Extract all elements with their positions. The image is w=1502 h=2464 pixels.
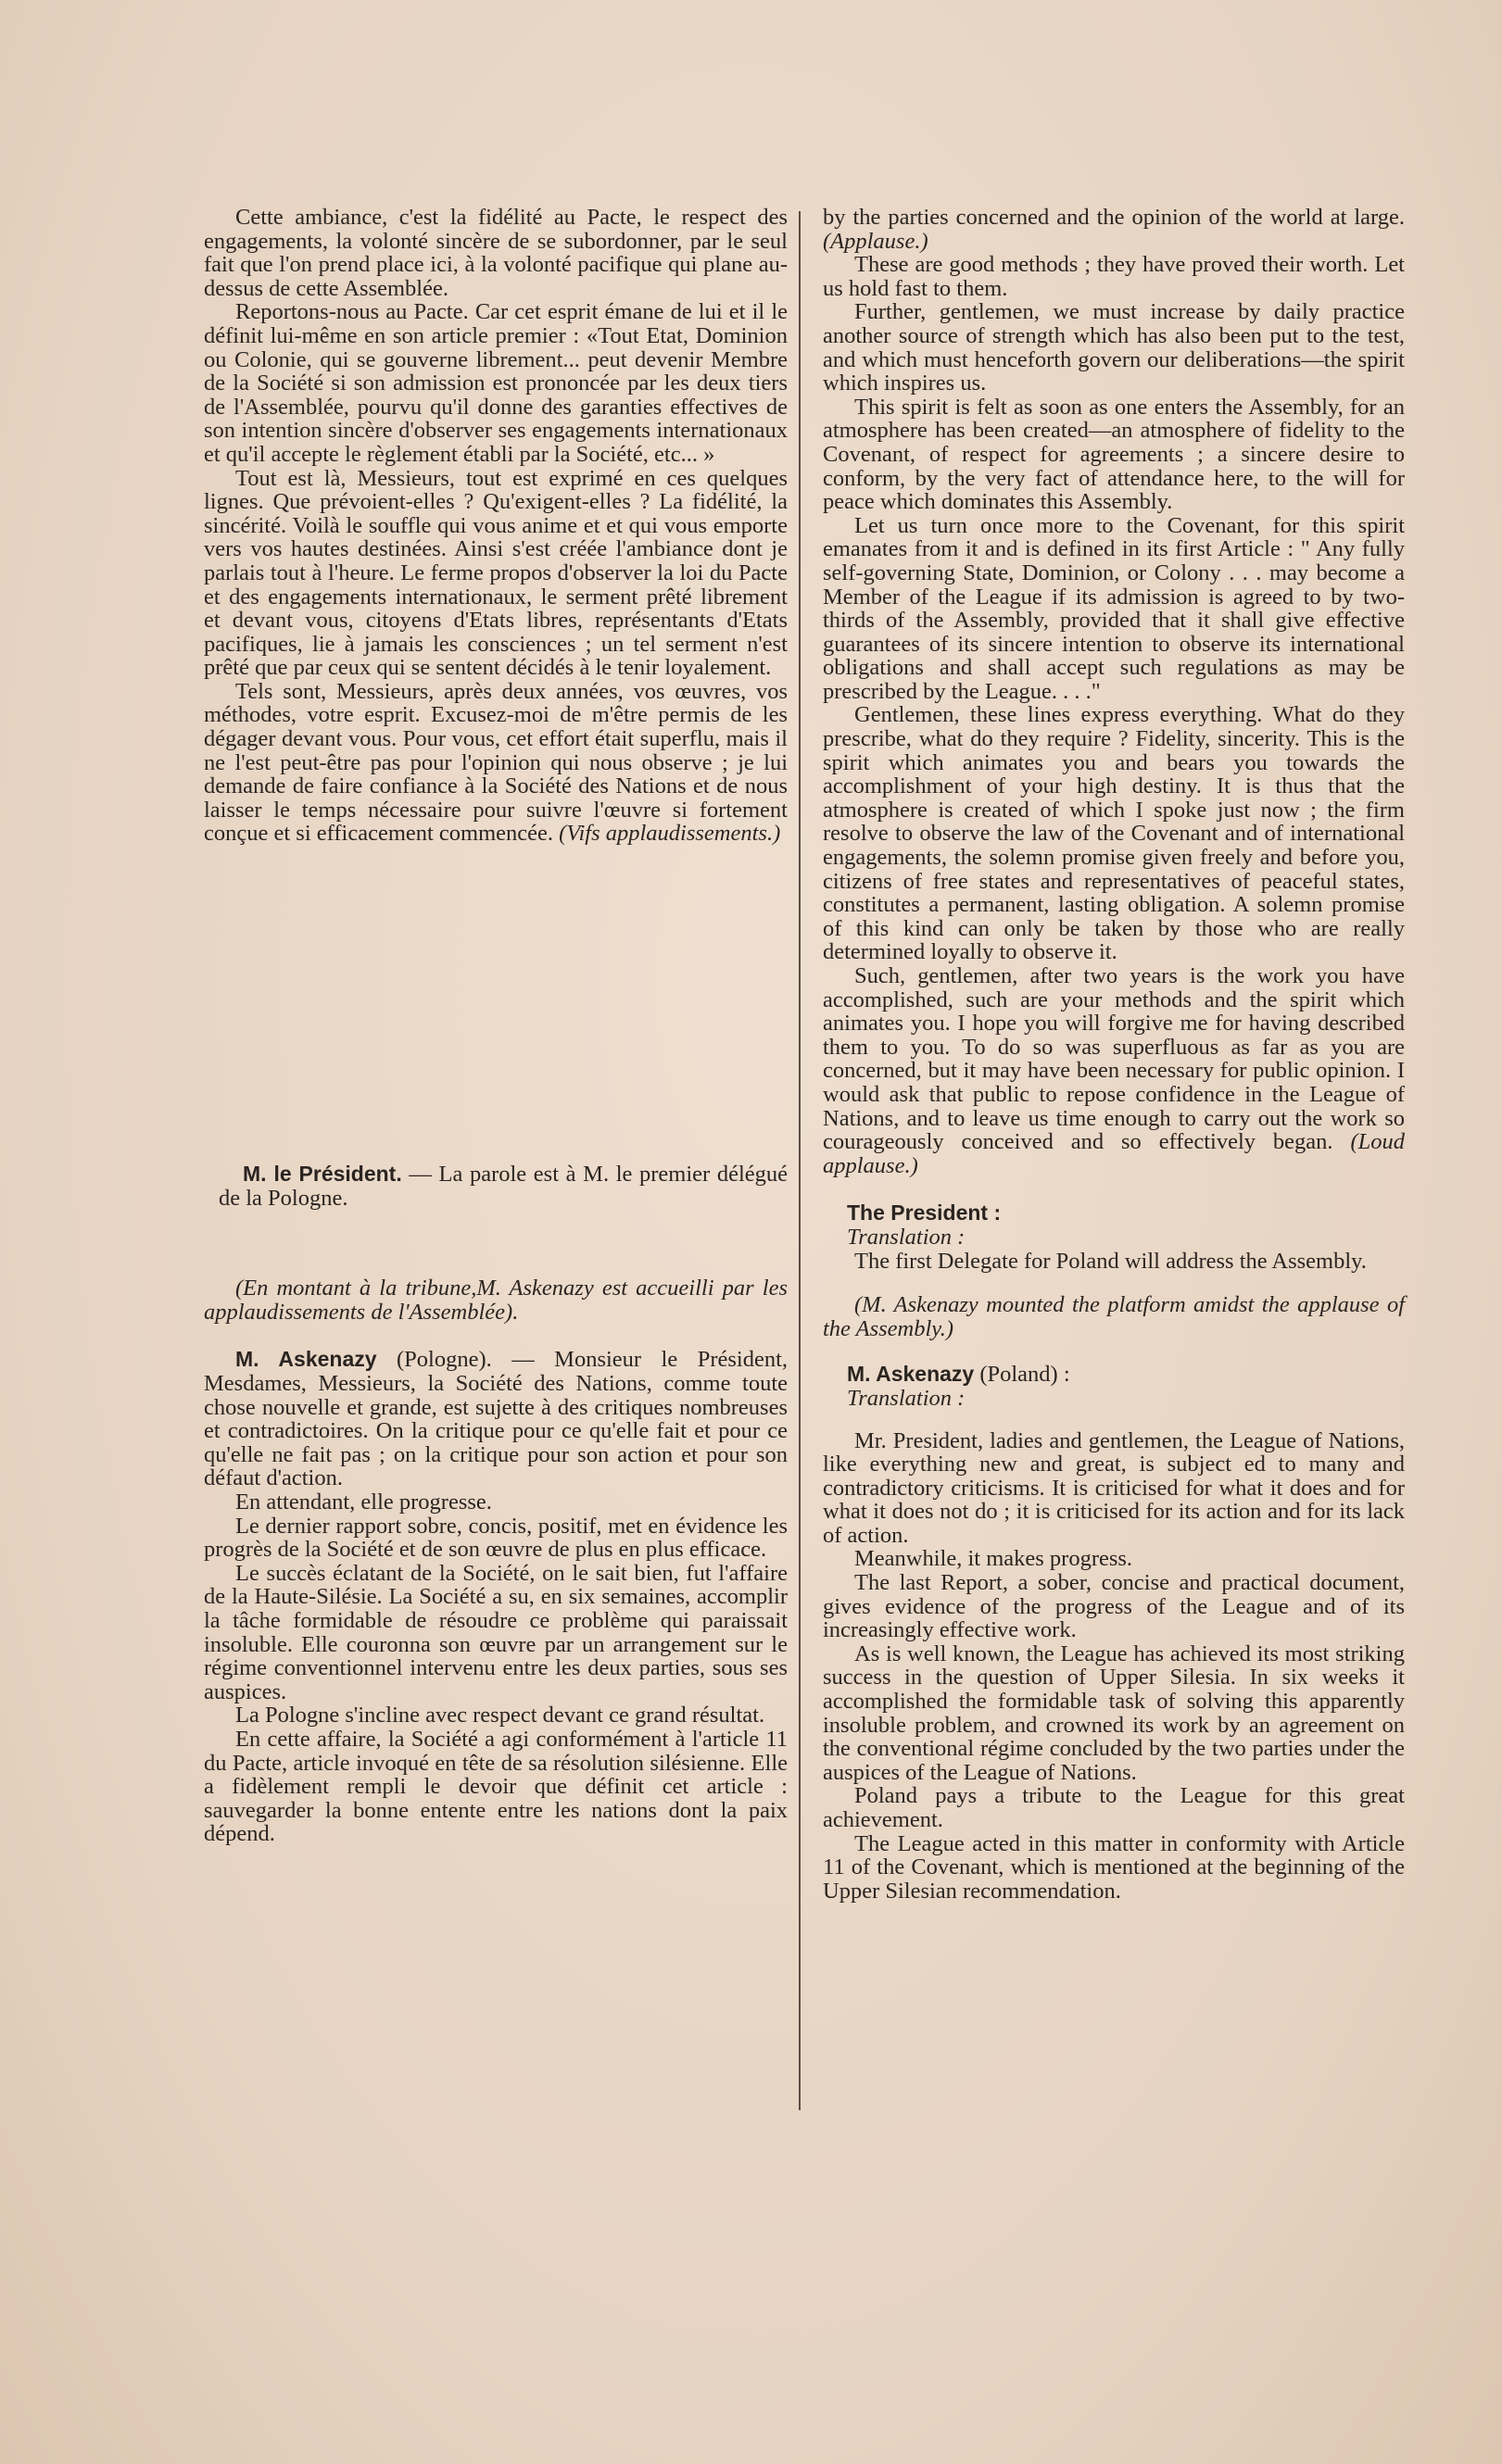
fr-paragraph: Reportons-nous au Pacte. Car cet esprit émane de lui et il le définit lui-même en son article premier : «Tout Etat, Dominion ou Colonie, qui se gouverne librement... peut devenir Membre de la Société si son admission est prononcée par les deux tiers de l'Assemblée, pourvu qu'il donne des garanties effectives de son intention sincère d'observer ses engagements internationaux et qu'il accepte le règlement établi par la Société, etc... »: [204, 299, 788, 467]
en-paragraph: [823, 206, 1405, 253]
fr-applause: (Vifs applaudissements.): [559, 821, 781, 847]
en-askenazy-country: (Poland) :: [974, 1362, 1070, 1388]
fr-paragraph: Le succès éclatant de la Société, on le sait bien, fut l'affaire de la Haute-Silésie. La Société a su, en six semaines, accomplir la tâche formidable de résoudre ce problème qui paraissait insoluble. Elle couronna son œuvre par un arrangement sur le régime conventionnel intervenu entre les deux parties, sous ses auspices.: [204, 1560, 788, 1704]
fr-paragraph: Tout est là, Messieurs, tout est exprimé en ces quelques lignes. Que prévoient-elles ? Qu'exigent-elles ? La fidélité, la sincérité. Voilà le souffle qui vous anime et et qui vous emporte vers vos hautes destinées. Ainsi s'est créée l'ambiance dont je parlais tout à l'heure. Le ferme propos d'observer la loi du Pacte et des engagements internationaux, le serment prêté librement et devant vous, citoyens d'Etats libres, représentants d'Etats pacifiques, lie à jamais les consciences ; un tel serment n'est prêté que par ceux qui se sentent décidés à le tenir loyalement.: [204, 465, 788, 681]
fr-stage-direction: (En montant à la tribune,M. Askenazy est accueilli par les applaudissements de l'Assemblée).: [204, 1276, 788, 1325]
fr-paragraph: En attendant, elle progresse.: [235, 1489, 492, 1515]
en-askenazy-text: Mr. President, ladies and gentlemen, the League of Nations, like everything new and great, is subject ed to many and contradictory criticisms. It is criticised for what it does and for what it does not do ; it is criticised for its action and for its lack of action.: [823, 1427, 1405, 1548]
en-paragraph: The last Report, a sober, concise and practical document, gives evidence of the progress of the League and of its increasingly effective work.: [823, 1570, 1405, 1643]
fr-paragraph: En cette affaire, la Société a agi conformément à l'article 11 du Pacte, article invoqué en tête de sa résolution silésienne. Elle a fidèlement rempli le devoir que définit cet article : sauvegarder la bonne entente entre les nations dont la paix dépend.: [204, 1726, 788, 1847]
en-president-line: [823, 1201, 1405, 1226]
fr-paragraph: [204, 680, 788, 846]
en-p7-text: Such, gentlemen, after two years is the work you have accomplished, such are your methods and the spirit which animates you. I hope you will forgive me for having described them to you. To do so was superfluous as far as you are concerned, but it may have been necessary for public opinion. I would ask that public to repose confidence in the League of Nations, and to leave us time enough to carry out the work so courageously conceived and so effectively began.: [823, 963, 1405, 1155]
en-translation-label: Translation :: [847, 1385, 966, 1411]
en-stage-direction: (M. Askenazy mounted the platform amidst the applause of the Assembly.): [823, 1292, 1405, 1341]
french-column: [204, 206, 788, 1846]
en-president-text: The first Delegate for Poland will address the Assembly.: [854, 1248, 1367, 1274]
fr-paragraph: Le dernier rapport sobre, concis, positif, met en évidence les progrès de la Société et de son œuvre de plus en plus efficace.: [204, 1513, 788, 1563]
fr-paragraph: La Pologne s'incline avec respect devant ce grand résultat.: [235, 1703, 765, 1729]
fr-president-speaker: M. le Président.: [243, 1162, 402, 1187]
fr-p4-text: Tels sont, Messieurs, après deux années, vos œuvres, vos méthodes, votre esprit. Excusez-moi de m'être permis de les dégager devant vous. Pour vous, cet effort était superflu, mais il ne l'est peut-être pas pour l'opinion qui nous observe ; je lui demande de faire confiance à la Société des Nations et de nous laisser le temps nécessaire pour suivre l'œuvre si fortement conçue et si efficacement commencée.: [204, 678, 788, 847]
en-president-speaker: The President :: [847, 1201, 1002, 1226]
en-paragraph: As is well known, the League has achieved its most striking success in the question of Upper Silesia. In six weeks it accomplished the formidable task of solving this apparently insoluble problem, and crowned its work by an agreement on the conventional régime concluded by the two parties under the auspices of the League of Nations.: [823, 1641, 1405, 1785]
column-divider: [799, 211, 801, 2110]
fr-president-line: [219, 1163, 788, 1210]
fr-askenazy-line: [204, 1348, 788, 1490]
en-translation-label: Translation :: [847, 1224, 966, 1250]
english-column: [823, 206, 1405, 1903]
en-p1-text: by the parties concerned and the opinion of the world at large.: [823, 205, 1405, 230]
fr-askenazy-speaker: M. Askenazy: [235, 1347, 377, 1372]
en-paragraph: Poland pays a tribute to the League for this great achievement.: [823, 1783, 1405, 1832]
en-paragraph: [823, 964, 1405, 1177]
en-paragraph: The League acted in this matter in conformity with Article 11 of the Covenant, which is mentioned at the beginning of the Upper Silesian recommendation.: [823, 1830, 1405, 1904]
en-paragraph: Let us turn once more to the Covenant, for this spirit emanates from it and is defined in its first Article : " Any fully self-governing State, Dominion, or Colony . . . may become a Member of the League if its admission is agreed to by two-thirds of the Assembly, provided that it shall give effective guarantees of its sincere intention to observe its international obligations and shall accept such regulations as may be prescribed by the League. . . .": [823, 512, 1405, 704]
en-applause: (Applause.): [823, 228, 928, 254]
en-askenazy-speaker: M. Askenazy: [847, 1362, 975, 1387]
en-askenazy-line: [823, 1363, 1405, 1387]
en-paragraph: These are good methods ; they have proved their worth. Let us hold fast to them.: [823, 252, 1405, 301]
fr-president-text: — La parole est à M. le premier délégué de la Pologne.: [219, 1162, 789, 1211]
en-loud-applause: (Loud applause.): [823, 1129, 1405, 1178]
en-paragraph: Gentlemen, these lines express everything. What do they prescribe, what do they require ? Fidelity, sincerity. This is the spirit which animates you and bears you towards the accomplishment of your high destiny. It is thus that the atmosphere is created of which I spoke just now ; the firm resolve to observe the law of the Covenant and of international engagements, the solemn promise given freely and before you, citizens of free states and representatives of peaceful states, constitutes a permanent, lasting obligation. A solemn promise of this kind can only be taken by those who are really determined loyally to observe it.: [823, 702, 1405, 965]
en-paragraph: Further, gentlemen, we must increase by daily practice another source of strength which has also been put to the test, and which must henceforth govern our deliberations—the spirit which inspires us.: [823, 299, 1405, 396]
en-paragraph: This spirit is felt as soon as one enters the Assembly, for an atmosphere has been created—an atmosphere of fidelity to the Covenant, of respect for agreements ; a sincere desire to conform, by the very fact of attendance here, to the will for peace which dominates this Assembly.: [823, 394, 1405, 515]
fr-askenazy-text: (Pologne). — Monsieur le Président, Mesdames, Messieurs, la Société des Nations, comme toute chose nouvelle et grande, est sujette à des critiques nombreuses et contradictoires. On la critique pour ce qu'elle fait et pour ce qu'elle ne fait pas ; on la critique pour son action et pour son défaut d'action.: [204, 1347, 788, 1491]
en-paragraph: Meanwhile, it makes progress.: [854, 1546, 1133, 1572]
fr-paragraph: Cette ambiance, c'est la fidélité au Pacte, le respect des engagements, la volonté sincère de se subordonner, par le seul fait que l'on prend place ici, à la volonté pacifique qui plane au-dessus de cette Assemblée.: [204, 205, 788, 301]
